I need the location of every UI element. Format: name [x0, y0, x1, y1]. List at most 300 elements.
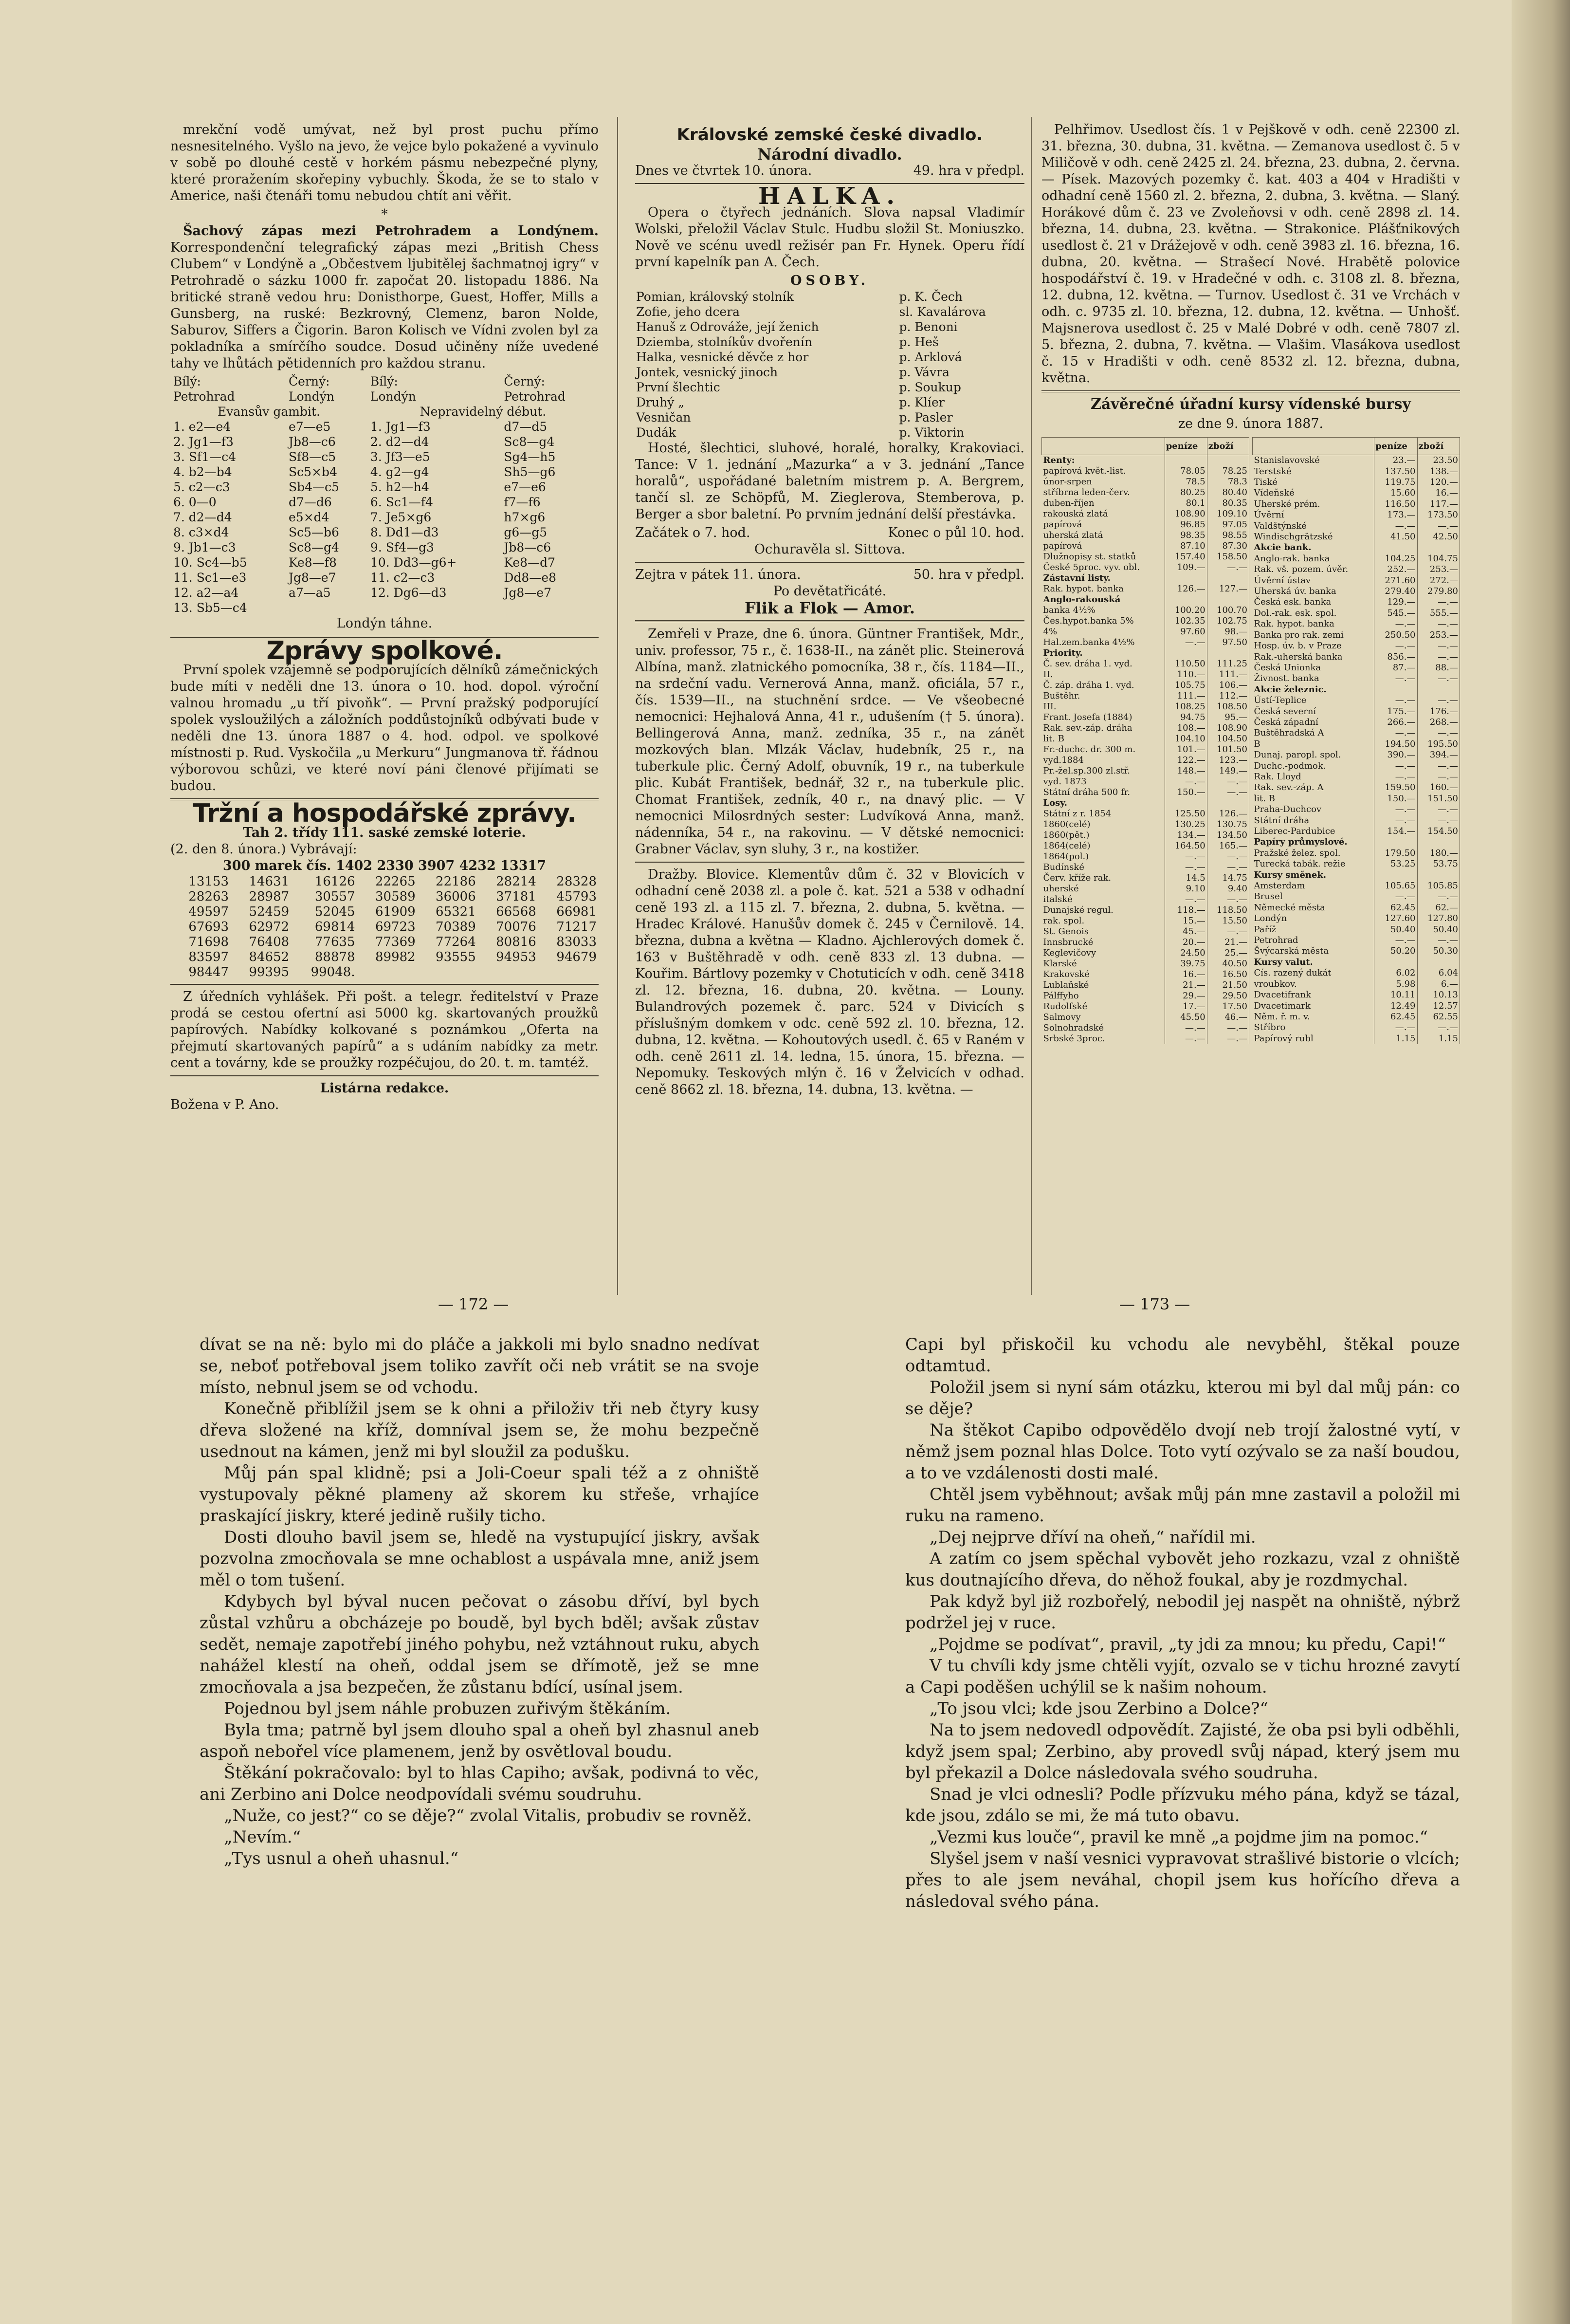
bursy-value: 149.—	[1207, 766, 1249, 776]
lottery-number: 66568	[496, 904, 536, 919]
chess-move-row	[170, 464, 599, 480]
bursy-value: 15.50	[1207, 916, 1249, 926]
bursy-value	[1374, 542, 1417, 553]
cast-role: Zofie, jeho dcera	[636, 305, 740, 319]
bursy-row	[1253, 772, 1460, 782]
bursy-value	[1417, 542, 1460, 553]
bursy-name: uherské	[1042, 884, 1165, 894]
bursy-value: 111.—	[1165, 691, 1207, 701]
bursy-name: Papírový rubl	[1253, 1033, 1374, 1044]
col-head-empty	[1042, 438, 1165, 455]
bursy-row	[1042, 884, 1249, 894]
bursy-row	[1042, 498, 1249, 509]
bursy-row	[1253, 520, 1460, 531]
bursy-name: Windischgrätzské	[1253, 532, 1374, 542]
bursy-value: 112.—	[1207, 691, 1249, 701]
bursy-row	[1042, 541, 1249, 552]
bursy-value: 15.60	[1374, 488, 1417, 498]
bursy-value	[1417, 684, 1460, 695]
bursy-value: —.—	[1417, 815, 1460, 826]
cast-row	[635, 395, 1024, 410]
bursy-value: —.—	[1374, 520, 1417, 531]
lottery-number: 52459	[249, 904, 290, 919]
bursy-name: Klarské	[1042, 959, 1165, 969]
bursy-value: 29.—	[1165, 991, 1207, 1001]
bursy-value: 53.75	[1417, 859, 1460, 869]
bursy-value: 154.50	[1417, 826, 1460, 837]
bursy-row	[1253, 837, 1460, 848]
intro-paragraph: mrekční vodě umývat, než byl prost puchu přímo nesnesitelného. Vyšlo na jevo, že vejce bylo pokažené a vyvinulo v sobě po dlouhé cestě v horkém pásmu nebezpečné plyny, které proražením skořepiny vybuchly. Škoda, že se to stalo v Americe, naši čtenáři tomu nebudou chtít ani věřit.	[170, 122, 599, 203]
osoby-title: OSOBY.	[790, 273, 870, 288]
tomorrow-line	[635, 567, 1024, 583]
bursy-value: —.—	[1207, 787, 1249, 798]
lottery-number: 62972	[249, 920, 290, 934]
lottery-number: 22265	[375, 874, 416, 889]
bursy-value: 108.90	[1207, 723, 1249, 734]
chess-article	[170, 223, 599, 372]
bursy-name: Česká západní	[1253, 717, 1374, 728]
bursy-name: Pr.-žel.sp.300 zl.stř.	[1042, 766, 1165, 776]
chess-move	[501, 600, 599, 615]
bursy-name: Akcie železnic.	[1253, 684, 1374, 695]
chess-head-cell: Londýn	[370, 389, 416, 404]
lottery-number: 83033	[556, 935, 597, 949]
bursy-value: 16.—	[1165, 969, 1207, 980]
bursy-value: 94.75	[1165, 712, 1207, 723]
bursy-row	[1042, 841, 1249, 851]
bursy-name: Hal.zem.banka 4½%	[1042, 637, 1165, 648]
lottery-number: 30557	[314, 889, 355, 904]
bursy-row	[1253, 673, 1460, 684]
bursy-value: 9.40	[1207, 884, 1249, 894]
bursy-name: B	[1253, 739, 1374, 750]
bursy-name: Německé města	[1253, 903, 1374, 913]
cast-row	[635, 425, 1024, 440]
bursy-value: 180.—	[1417, 848, 1460, 859]
bursy-name: Srbské 3proc.	[1042, 1033, 1165, 1044]
chess-move: 11. Sc1—e3	[173, 571, 247, 585]
bursy-value: —.—	[1374, 1022, 1417, 1033]
bursy-value: —.—	[1417, 695, 1460, 706]
bursy-name: papírová	[1042, 541, 1165, 552]
bursy-value: —.—	[1374, 728, 1417, 738]
bursy-name: Dlužnopisy st. statků	[1042, 552, 1165, 562]
cast-table	[635, 289, 1024, 440]
lottery-number: 89982	[375, 950, 416, 964]
lottery-number: 22186	[436, 874, 476, 889]
bursy-value: —.—	[1417, 804, 1460, 815]
bursy-value: 253.—	[1417, 564, 1460, 575]
column-middle	[635, 122, 1024, 1100]
cast-actor: p. Vávra	[899, 365, 950, 379]
play-notes: Hosté, šlechtici, sluhové, horalé, horalky, Krakoviaci. Tance: V 1. jednání „Mazurka“ a v 3. jednání „Tance horalů“, uspořádané baletním mistrem p. A. Bergrem, tančí sl. ze Schöpfů, M. Zieglerova, Stemberova, p. Berger a sbor baletní. Po prvním jednání delší přestávka.	[635, 441, 1024, 522]
bursy-row	[1042, 819, 1249, 830]
bursy-row	[1042, 916, 1249, 926]
bursy-value	[1165, 573, 1207, 584]
bursy-value: 108.90	[1165, 509, 1207, 519]
bursy-name: St. Genois	[1042, 926, 1165, 937]
bursy-row	[1253, 739, 1460, 750]
bursy-value: 42.50	[1417, 532, 1460, 542]
story-paragraph: A zatím co jsem spěchal vybovět jeho rozkazu, vzal z ohniště kus doutnajícího dřeva, do něhož foukal, aby je rozdmychal.	[905, 1549, 1460, 1590]
bursy-row	[1042, 755, 1249, 766]
bursy-row	[1253, 630, 1460, 641]
bursy-row	[1042, 894, 1249, 905]
bursy-value	[1207, 455, 1249, 466]
bursy-value: —.—	[1165, 862, 1207, 873]
bursy-value: —.—	[1165, 851, 1207, 862]
bursy-row	[1042, 487, 1249, 498]
bursy-value: 151.50	[1417, 793, 1460, 804]
bursy-row	[1042, 991, 1249, 1001]
bursy-row	[1253, 597, 1460, 608]
cast-role: Hanuš z Odrováže, její ženich	[636, 320, 819, 334]
chess-move-row	[170, 510, 599, 525]
lottery-number: 77264	[436, 935, 476, 949]
bursy-value: 39.75	[1165, 959, 1207, 969]
chess-move: Ke8—d7	[504, 555, 555, 570]
chess-move: 9. Sf4—g3	[370, 540, 434, 554]
bursy-name: Lublaňské	[1042, 980, 1165, 991]
bursy-name: Petrohrad	[1253, 935, 1374, 946]
bursy-row	[1253, 684, 1460, 695]
chess-move	[367, 600, 501, 615]
bursy-row	[1042, 669, 1249, 680]
bursy-row	[1253, 760, 1460, 771]
story-paragraph: Pojednou byl jsem náhle probuzen zuřivým štěkáním.	[224, 1699, 671, 1718]
col-head: zboží	[1417, 438, 1460, 455]
page-number-right: — 173 —	[1119, 1295, 1190, 1313]
chess-move: d7—d5	[504, 420, 548, 434]
bursy-value: 120.—	[1417, 477, 1460, 488]
bursy-value: 29.50	[1207, 991, 1249, 1001]
chess-move-row	[170, 570, 599, 585]
bursy-row	[1042, 562, 1249, 573]
bursy-row	[1042, 830, 1249, 841]
auctions-notice: Dražby. Blovice. Klementův dům č. 32 v Blovicích v odhadní ceně 2038 zl. a pole č. kat. 521 a 538 v odhadní ceně 193 zl. a 115 zl. 7. března, 2. dubna, 5. května. — Hradec Králové. Hanušův domek č. 245 v Černilově. 14. března, dubna a května — Kladno. Ajchlerových domek č. 163 v Buštěhradě v odh. ceně 833 zl. 13 dubna. — Kouřim. Bártlovy pozemky v Chotuticích v odh. ceně 3418 zl. 12. března, 16. dubna, 20. května. — Louny. Bulandrových pozemek č. parc. 524 v Divicích s příslušným domkem v odc. ceně 592 zl. 10. března, 12. dubna, 12. května. — Kohoutových usedl. č. 65 v Raném v odh. ceně 2611 zl. 14. ledna, 15. února, 15. března. — Nepomuky. Teskových mlýn č. 16 v Želvicích v odhad. ceně 8662 zl. 18. března, 14. dubna, 13. května. —	[635, 867, 1024, 1097]
cast-actor: p. K. Čech	[899, 290, 963, 304]
bursy-row	[1253, 706, 1460, 717]
cast-role: První šlechtic	[636, 380, 720, 394]
chess-move: Sc5×b4	[289, 465, 337, 479]
bursy-value: —.—	[1417, 651, 1460, 662]
bursy-value: 87.30	[1207, 541, 1249, 552]
story-right	[905, 1334, 1460, 1912]
bursy-value: 6.04	[1417, 968, 1460, 978]
bursy-row	[1253, 826, 1460, 837]
bursy-name: České 5proc. vyv. obl.	[1042, 562, 1165, 573]
bursy-value: —.—	[1207, 862, 1249, 873]
bursy-value: 856.—	[1374, 651, 1417, 662]
bursy-value: —.—	[1207, 926, 1249, 937]
chess-move: Sc5—b6	[289, 525, 339, 539]
lottery-row	[170, 920, 599, 935]
bursy-value: —.—	[1374, 619, 1417, 629]
bursy-name: Stříbro	[1253, 1022, 1374, 1033]
bursy-value: 253.—	[1417, 630, 1460, 641]
bursy-value: 125.50	[1165, 809, 1207, 819]
bursy-value: 111.25	[1207, 659, 1249, 669]
lottery-number: 94953	[496, 950, 536, 964]
bursy-value: 80.40	[1207, 487, 1249, 498]
bursy-name: Budínské	[1042, 862, 1165, 873]
bursy-row	[1253, 663, 1460, 673]
story-paragraph: Slyšel jsem v naší vesnici vypravovat strašlivé bistorie o vlcích; přes to ale jsem neváhal, chopil jsem kus hořícího dřeva a následoval svého pána.	[905, 1849, 1460, 1911]
bursy-value: 130.75	[1207, 819, 1249, 830]
tomorrow-number: 50. hra v předpl.	[913, 567, 1024, 582]
bursy-value: 148.—	[1165, 766, 1207, 776]
bursy-row	[1042, 584, 1249, 594]
bursy-value: 118.—	[1165, 905, 1207, 916]
bursy-value: 104.50	[1207, 734, 1249, 744]
bursy-row	[1042, 1012, 1249, 1023]
bursy-name: Solnohradské	[1042, 1023, 1165, 1033]
cast-role: Druhý „	[636, 395, 685, 409]
bursy-row	[1253, 891, 1460, 902]
lottery-table	[170, 874, 599, 980]
lottery-number: 14631	[249, 874, 290, 889]
bursy-row	[1253, 1033, 1460, 1044]
bursy-value: —.—	[1417, 772, 1460, 782]
column-left	[170, 122, 599, 1113]
bursy-name: II.	[1042, 669, 1165, 680]
bursy-row	[1042, 648, 1249, 659]
bursy-row	[1042, 627, 1249, 637]
bursy-row	[1253, 815, 1460, 826]
bursy-value: 46.—	[1207, 1012, 1249, 1023]
bursy-value: 173.50	[1417, 510, 1460, 520]
bursy-value: 45.50	[1165, 1012, 1207, 1023]
lottery-number: 71217	[556, 920, 597, 934]
bursy-value: 17.50	[1207, 1001, 1249, 1012]
bursy-name: Hosp. úv. b. v Praze	[1253, 641, 1374, 651]
bursy-name: Fr.-duchc. dr. 300 m.	[1042, 744, 1165, 755]
bursy-name: Rak. hypot. banka	[1253, 619, 1374, 629]
chess-move-row	[170, 419, 599, 434]
bursy-value: 16.50	[1207, 969, 1249, 980]
lottery-head: 300 marek čís. 1402 2330 3907 4232 13317	[222, 858, 547, 873]
bursy-value: —.—	[1417, 935, 1460, 946]
story-paragraph: Můj pán spal klidně; psi a Joli-Coeur spali též a z ohniště vystupovaly pěkné plameny až skorem ku střeše, vrhajíce praskající jiskry, které jedině rušily ticho.	[200, 1463, 759, 1526]
bursy-row	[1042, 659, 1249, 669]
chess-move: Sc8—g4	[504, 435, 555, 449]
bursy-name: Úvěrní ústav	[1253, 575, 1374, 586]
col-head: zboží	[1207, 438, 1249, 455]
chess-move: 4. g2—g4	[370, 465, 429, 479]
story-paragraph: Na to jsem nedovedl odpovědít. Zajisté, že oba psi byli odběhli, když jsem spal; Zerbino, aby provedl svůj nápad, který jsem mu byl překazil a Dolce následovala svého soudruha.	[905, 1720, 1460, 1783]
bursy-name: 1860(celé)	[1042, 819, 1165, 830]
bursy-value: 268.—	[1417, 717, 1460, 728]
bursy-value: 165.—	[1207, 841, 1249, 851]
chess-openings-row	[170, 404, 599, 419]
chess-move: Sc8—g4	[289, 540, 339, 554]
lottery-row	[170, 935, 599, 950]
auctions-continued: Pelhřimov. Usedlost čís. 1 v Pejškově v odh. ceně 22300 zl. 31. března, 30. dubna, 31. května. — Zemanova usedlost č. 5 v Miličově v odh. ceně 2425 zl. 24. března, 23. dubna, 2. června. — Písek. Mazových pozemky č. kat. 403 a 404 v Hradišti v odhadní ceně 1560 zl. 2. března, 2. dubna, 3. května. — Slaný. Horákové dům č. 23 ve Zvoleňovsi v odh. ceně 2898 zl. 14. března, 14. dubna, 23. května. — Strakonice. Plášťnikových usedlost č. 21 v Drážejově v odh. ceně 3983 zl. 16. března, 16. dubna, 20. května. — Strašecí Nové. Hrabětě polovice hospodářství č. 19. v Hradečné v odh. c. 3108 zl. 8. března, 12. dubna, 12. května. — Turnov. Usedlost č. 31 ve Vrchách v odh. c. 9735 zl. 10. března, 12. dubna, 12. května. — Unhošť. Majsnerova usedlost č. 25 v Malé Dobré v odh. ceně 7807 zl. 5. března, 2. dubna, 7. května. — Vlašim. Vlasákova usedlost č. 15 v Hradišti v odh. ceně 8532 zl. 12. března, dubna, května.	[1041, 122, 1460, 386]
bursy-row	[1253, 466, 1460, 477]
bursy-value: 62.45	[1374, 1012, 1417, 1022]
bursy-value: 138.—	[1417, 466, 1460, 477]
bursy-name: únor-srpen	[1042, 477, 1165, 487]
lottery-number: 80816	[496, 935, 536, 949]
chess-move-row	[170, 434, 599, 449]
end-time: Konec o půl 10. hod.	[888, 525, 1024, 540]
bursy-name: Dunajské regul.	[1042, 905, 1165, 916]
bursy-value: 104.25	[1374, 553, 1417, 564]
chess-head-row	[170, 389, 599, 404]
chess-move: 9. Jb1—c3	[173, 540, 236, 554]
bursy-value: —.—	[1417, 760, 1460, 771]
bursy-value: 137.50	[1374, 466, 1417, 477]
column-rule	[617, 117, 618, 1295]
bursy-value: —.—	[1374, 891, 1417, 902]
bursy-value: 157.40	[1165, 552, 1207, 562]
bursy-row	[1042, 712, 1249, 723]
bursy-value: 173.—	[1374, 510, 1417, 520]
bursy-value	[1207, 648, 1249, 659]
bursy-value	[1417, 837, 1460, 848]
bursy-value	[1374, 684, 1417, 695]
cast-actor: p. Pasler	[899, 410, 953, 424]
story-paragraph: dívat se na ně: bylo mi do pláče a jakkoli mi bylo snadno nedívat se, neboť potřeboval jsem toliko zavřít oči neb vrátit se na svoje místo, nebnul jsem se od vchodu.	[200, 1335, 759, 1397]
bursy-value: 160.—	[1417, 782, 1460, 793]
chess-move: 2. d2—d4	[370, 435, 429, 449]
lottery-number: 99048.	[310, 965, 355, 979]
bursy-name: duben-říjen	[1042, 498, 1165, 509]
bursy-value: 100.70	[1207, 605, 1249, 616]
chess-move: 7. Je5×g6	[370, 510, 432, 524]
bursy-value: —.—	[1165, 1023, 1207, 1033]
lottery-number: 28328	[556, 874, 597, 889]
bursy-value: 130.25	[1165, 819, 1207, 830]
chess-text: Korrespondenční telegrafický zápas mezi „British Chess Clubem“ v Londýně a „Občestvem ljubitělej šachmatnoj igry“ v Petrohradě o sázku 1000 fr. započat 20. listopadu 1886. Na britické straně vedou hru: Donisthorpe, Guest, Hoffer, Mills a Gunsberg, na ruské: Bezkrovný, Clemenz, baron Nolde, Saburov, Siffers a Čigorin. Baron Kolisch ve Vídni zvolen byl za pokladníka a smírčího soudce. Dosud učiněny níže uvedené tahy ve lhůtách pětidenních pro každou stranu.	[170, 240, 599, 371]
listarna-text: Božena v P. Ano.	[170, 1097, 279, 1112]
bursy-value: 252.—	[1374, 564, 1417, 575]
bursy-name: Terstské	[1253, 466, 1374, 477]
performance-number: 49. hra v předpl.	[913, 163, 1024, 178]
bursy-value: —.—	[1417, 641, 1460, 651]
bursy-name: Státní dráha 500 fr.	[1042, 787, 1165, 798]
bursy-name: rakouská zlatá	[1042, 509, 1165, 519]
tomorrow-play: Flik a Flok — Amor.	[745, 599, 915, 617]
bursy-row	[1253, 957, 1460, 968]
chess-move: 1. Jg1—f3	[370, 420, 431, 434]
column-right	[1041, 122, 1460, 1044]
bursy-row	[1042, 552, 1249, 562]
chess-head-row	[170, 374, 599, 389]
bursy-value: 104.10	[1165, 734, 1207, 744]
bursy-row	[1253, 1012, 1460, 1022]
bursy-name: Pražské želez. spol.	[1253, 848, 1374, 859]
bursy-row	[1042, 594, 1249, 605]
bursy-name: Innsbrucké	[1042, 937, 1165, 948]
bursy-name: Úvěrní	[1253, 510, 1374, 520]
bursy-row	[1042, 723, 1249, 734]
bursy-value: 154.—	[1374, 826, 1417, 837]
cast-role: Dudák	[636, 425, 676, 440]
bursy-value: —.—	[1207, 776, 1249, 787]
bursy-value: —.—	[1165, 637, 1207, 648]
bursy-row	[1042, 766, 1249, 776]
bursy-name: Česká esk. banka	[1253, 597, 1374, 608]
bursy-name: Amsterdam	[1253, 881, 1374, 891]
date-line	[635, 163, 1024, 179]
bursy-row	[1042, 573, 1249, 584]
bursy-value: 111.—	[1207, 669, 1249, 680]
divider	[635, 562, 1024, 563]
bursy-name: Č. záp. dráha 1. vyd.	[1042, 680, 1165, 691]
bursy-row	[1253, 532, 1460, 542]
divider	[635, 620, 1024, 622]
chess-footer: Londýn táhne.	[336, 616, 433, 631]
bursy-row	[1253, 903, 1460, 913]
chess-move: 1. e2—e4	[173, 420, 231, 434]
bursy-value	[1374, 837, 1417, 848]
bursy-value: 108.—	[1165, 723, 1207, 734]
chess-move-row	[170, 480, 599, 495]
listarna-heading: Listárna redakce.	[320, 1081, 449, 1096]
bursy-value: 9.10	[1165, 884, 1207, 894]
col-head-empty	[1253, 438, 1374, 455]
chess-move: 3. Sf1—c4	[173, 450, 236, 464]
bursy-value: 24.50	[1165, 948, 1207, 959]
bursy-value: —.—	[1374, 760, 1417, 771]
chess-opening: Nepravidelný début.	[420, 405, 547, 419]
chess-head-cell: Bílý:	[370, 374, 398, 388]
chess-move: 11. c2—c3	[370, 571, 435, 585]
bursy-row	[1042, 680, 1249, 691]
chess-move: Dd8—e8	[504, 571, 557, 585]
bursy-value: 105.75	[1165, 680, 1207, 691]
bursy-value: 122.—	[1165, 755, 1207, 766]
chess-move-row	[170, 525, 599, 540]
bursy-name: Anglo-rak. banka	[1253, 553, 1374, 564]
story-paragraph: „Pojdme se podívat“, pravil, „ty jdi za mnou; ku předu, Capi!“	[930, 1635, 1446, 1654]
bursy-value: 116.50	[1374, 499, 1417, 510]
bursy-value: 150.—	[1374, 793, 1417, 804]
bursy-value: 50.20	[1374, 946, 1417, 957]
bursy-name: Tiské	[1253, 477, 1374, 488]
chess-move: f7—f6	[504, 495, 541, 509]
bursy-name: Rak. Lloyd	[1253, 772, 1374, 782]
bursy-value: 126.—	[1165, 584, 1207, 594]
bursy-row	[1042, 1001, 1249, 1012]
bursy-value: 105.85	[1417, 881, 1460, 891]
bursy-value: 98.—	[1207, 627, 1249, 637]
bursy-value: 118.50	[1207, 905, 1249, 916]
lottery-number: 83597	[188, 950, 229, 964]
bursy-value: 16.—	[1417, 488, 1460, 498]
cast-row	[635, 289, 1024, 304]
chess-head-cell: Černý:	[289, 374, 330, 388]
cast-row	[635, 319, 1024, 334]
bursy-value: 279.80	[1417, 586, 1460, 597]
bursy-row	[1253, 641, 1460, 651]
bursy-value: 126.—	[1207, 809, 1249, 819]
bursy-value: 164.50	[1165, 841, 1207, 851]
theatre-title: Královské zemské české divadlo.	[676, 125, 983, 145]
bursy-name: 1864(celé)	[1042, 841, 1165, 851]
theatre-subtitle: Národní divadlo.	[757, 145, 902, 164]
bursy-row	[1042, 701, 1249, 712]
bursy-value: 23.—	[1374, 455, 1417, 466]
chess-move: 12. Dg6—d3	[370, 586, 447, 600]
bursy-name: Čes.hypot.banka 5%	[1042, 616, 1165, 627]
bursy-name: Priority.	[1042, 648, 1165, 659]
bursy-value	[1165, 798, 1207, 809]
lottery-number: 13153	[188, 874, 229, 889]
bursy-name: Brusel	[1253, 891, 1374, 902]
story-paragraph: Capi byl přiskočil ku vchodu ale nevyběhl, štěkal pouze odtamtud.	[905, 1335, 1460, 1376]
